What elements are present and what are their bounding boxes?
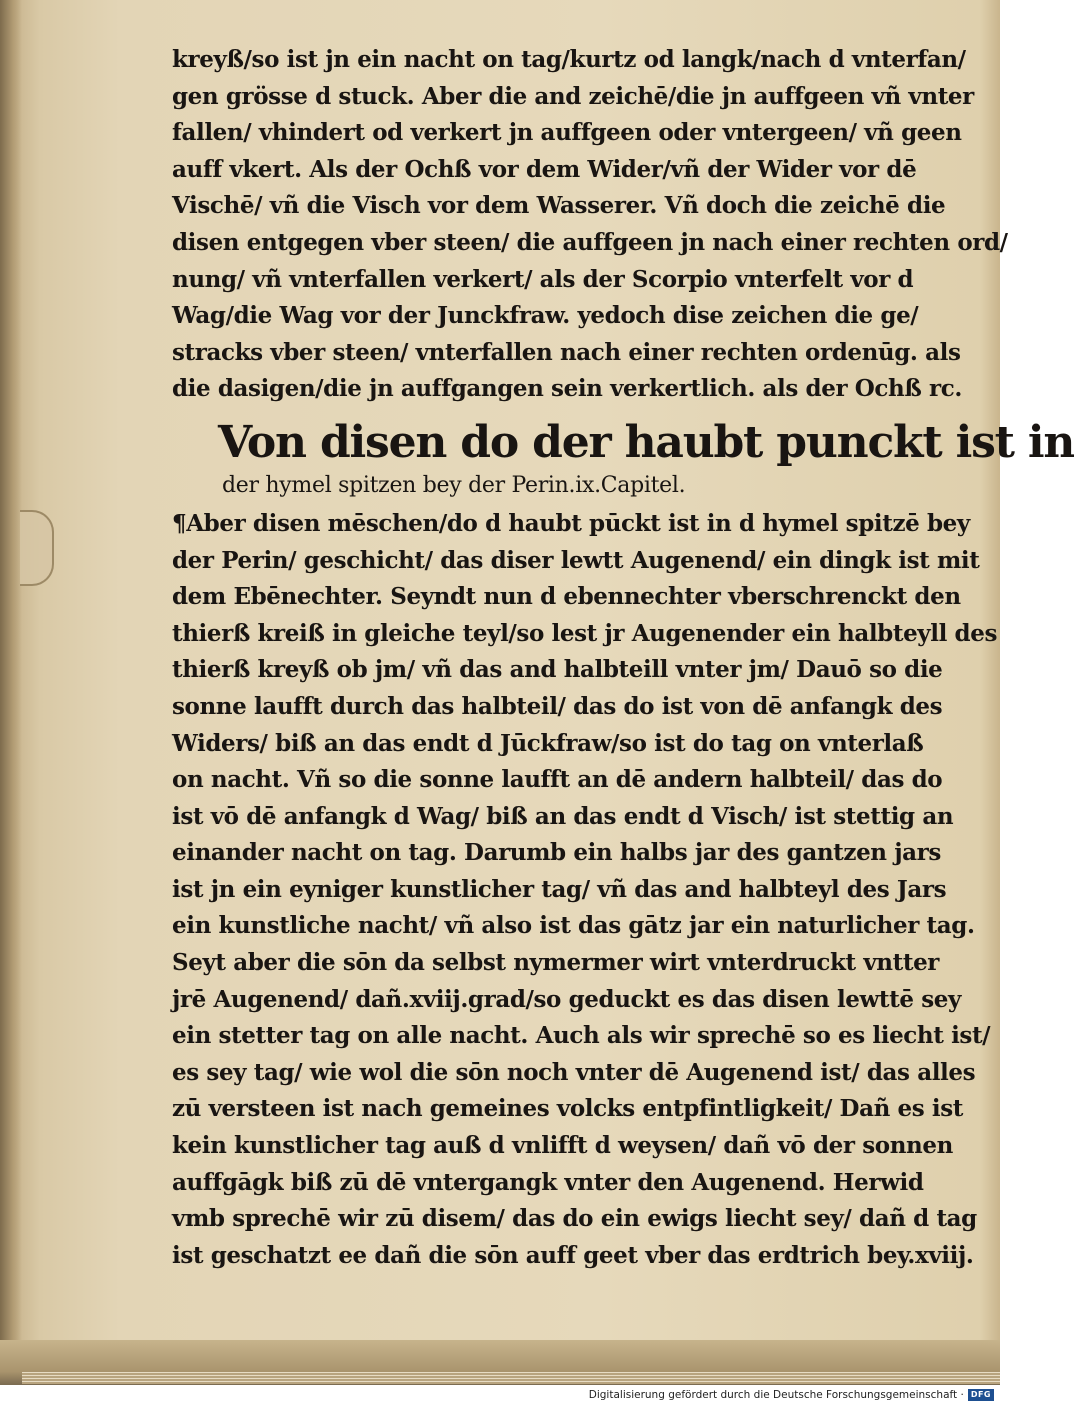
chapter-heading: Von disen do der haubt punckt ist in [218, 416, 1074, 468]
text-line: zū versteen ist nach gemeines volcks entpfintligkeit/ Dañ es ist [172, 1095, 964, 1123]
text-line: gen grösse d stuck. Aber die and zeichē/die jn auffgeen vñ vnter [172, 82, 974, 110]
text-line: auff vkert. Als der Ochß vor dem Wider/vñ der Wider vor dē [172, 155, 917, 183]
text-line: ist vō dē anfangk d Wag/ biß an das endt d Visch/ ist stettig an [172, 802, 954, 830]
dfg-logo-icon: DFG [968, 1389, 994, 1401]
text-line: disen entgegen vber steen/ die auffgeen jn nach einer rechten ord/ [172, 228, 1008, 256]
text-line: fallen/ vhindert od verkert jn auffgeen oder vntergeen/ vñ geen [172, 119, 962, 147]
text-line: kreyß/so ist jn ein nacht on tag/kurtz od langk/nach d vnterfan/ [172, 46, 966, 73]
text-line: thierß kreyß ob jm/ vñ das and halbteill vnter jm/ Dauō so die [172, 656, 943, 684]
text-line: es sey tag/ wie wol die sōn noch vnter dē Augenend ist/ das alles [172, 1058, 976, 1086]
book-gutter-shadow [0, 0, 22, 1405]
text-line: Widers/ biß an das endt d Jūckfraw/so ist do tag on vnterlaß [172, 729, 924, 757]
text-line: on nacht. Vñ so die sonne laufft an dē andern halbteil/ das do [172, 766, 943, 794]
text-line: stracks vber steen/ vnterfallen nach einer rechten ordenūg. als [172, 338, 961, 366]
digitization-footer [0, 1385, 1000, 1405]
text-line: einander nacht on tag. Darumb ein halbs jar des gantzen jars [172, 839, 941, 867]
page-stack-edge [22, 1372, 1000, 1384]
text-line: jrē Augenend/ dañ.xviij.grad/so geduckt es das disen lewttē sey [172, 985, 961, 1013]
text-line: ¶Aber disen mēschen/do d haubt pūckt ist in d hymel spitzē bey [172, 509, 970, 537]
page-text [172, 42, 1074, 1274]
text-line: die dasigen/die jn auffgangen sein verkertlich. als der Ochß rc. [172, 375, 962, 403]
text-line: ein stetter tag on alle nacht. Auch als wir sprechē so es liecht ist/ [172, 1022, 991, 1050]
text-line: ist jn ein eyniger kunstlicher tag/ vñ das and halbteyl des Jars [172, 875, 947, 903]
footer-credit: Digitalisierung gefördert durch die Deutsche Forschungsgemeinschaft · [588, 1389, 964, 1401]
text-line: der Perin/ geschicht/ das diser lewtt Augenend/ ein dingk ist mit [172, 546, 980, 574]
text-line: sonne laufft durch das halbteil/ das do ist von dē anfangk des [172, 692, 943, 720]
text-line: nung/ vñ vnterfallen verkert/ als der Scorpio vnterfelt vor d [172, 265, 914, 293]
text-line: ist geschatzt ee dañ die sōn auff geet vber das erdtrich bey.xviij. [172, 1241, 974, 1269]
chapter-subheading: der hymel spitzen bey der Perin.ix.Capitel. [222, 472, 686, 498]
text-line: ein kunstliche nacht/ vñ also ist das gātz jar ein naturlicher tag. [172, 912, 975, 940]
text-line: kein kunstlicher tag auß d vnlifft d weysen/ dañ vō der sonnen [172, 1132, 953, 1160]
text-line: Wag/die Wag vor der Junckfraw. yedoch dise zeichen die ge/ [172, 302, 919, 330]
text-line: thierß kreiß in gleiche teyl/so lest jr Augenender ein halbteyll des [172, 619, 998, 647]
paragraph-after-heading [172, 506, 998, 1274]
text-line: vmb sprechē wir zū disem/ das do ein ewigs liecht sey/ dañ d tag [172, 1205, 977, 1233]
text-line: dem Ebēnechter. Seyndt nun d ebennechter vberschrenckt den [172, 583, 961, 611]
page-tab-marker [20, 510, 54, 586]
text-line: Vischē/ vñ die Visch vor dem Wasserer. Vñ doch die zeichē die [172, 192, 946, 220]
text-line: auffgāgk biß zū dē vntergangk vnter den Augenend. Herwid [172, 1168, 924, 1196]
text-line: Seyt aber die sōn da selbst nymermer wirt vnterdruckt vntter [172, 949, 940, 977]
paragraph-before-heading [172, 42, 1008, 408]
